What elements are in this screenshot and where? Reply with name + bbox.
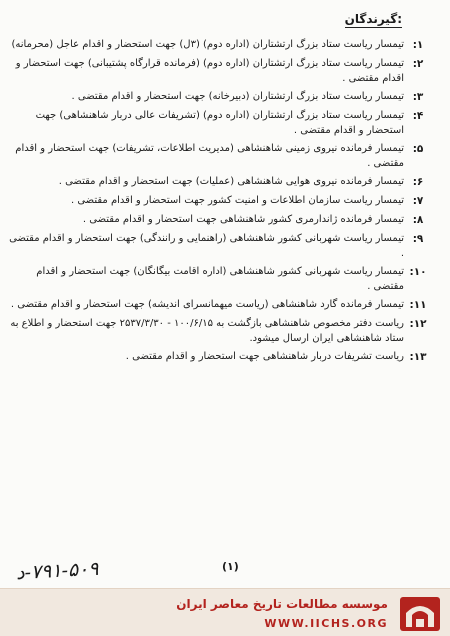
item-number: ۹:: [412, 233, 424, 245]
recipients-list: [6, 38, 432, 369]
item-number: ۱۱:: [409, 299, 427, 311]
list-item: [6, 317, 432, 346]
item-text: تیمسار ریاست ستاد بزرگ ارتشتاران (اداره دوم) (۳ل) جهت استحضار و اقدام عاجل (محرمانه): [11, 39, 404, 50]
item-number: ۶:: [412, 176, 424, 188]
item-text: تیمسار ریاست سازمان اطلاعات و امنیت کشور جهت استحضار و اقدام مقتضی .: [70, 195, 404, 206]
list-item: [6, 265, 432, 294]
list-item: [6, 213, 432, 228]
item-number: ۴:: [412, 110, 424, 122]
list-item: [6, 298, 432, 313]
item-text: تیمسار ریاست شهربانی کشور شاهنشاهی (راهنمایی و رانندگی) جهت استحضار و اقدام مقتضی .: [9, 233, 404, 259]
list-item: [6, 57, 432, 86]
list-item: [6, 194, 432, 209]
list-item: [6, 142, 432, 171]
item-text: تیمسار فرمانده نیروی هوایی شاهنشاهی (عملیات) جهت استحضار و اقدام مقتضی .: [58, 176, 404, 187]
item-text: ریاست دفتر مخصوص شاهنشاهی بازگشت به ۱۰۰/۶/۱۵ - ۲۵۳۷/۳/۳۰ جهت استحضار و اطلاع به ستاد شاهنشاهی ایران ارسال میشود.: [10, 318, 404, 344]
page-number: (۱): [222, 560, 239, 573]
institute-name: موسسه مطالعات تاریخ معاصر ایران: [176, 597, 388, 611]
item-text: ریاست تشریفات دربار شاهنشاهی جهت استحضار و اقدام مقتضی .: [125, 351, 404, 362]
item-number: ۳:: [412, 91, 424, 103]
item-number: ۱۲:: [409, 318, 427, 330]
footer-banner: [0, 588, 450, 636]
list-item: [6, 109, 432, 138]
list-item: [6, 175, 432, 190]
item-text: تیمسار فرمانده گارد شاهنشاهی (ریاست میهمانسرای اندیشه) جهت استحضار و اقدام مقتضی .: [10, 299, 404, 310]
list-item: [6, 232, 432, 261]
list-item: [6, 90, 432, 105]
item-text: تیمسار ریاست ستاد بزرگ ارتشتاران (اداره دوم) (فرمانده قرارگاه پشتیبانی) جهت استحضار و اقدام مقتضی .: [15, 58, 404, 84]
item-number: ۱۳:: [409, 351, 427, 363]
item-number: ۷:: [412, 195, 424, 207]
item-number: ۲:: [412, 58, 424, 70]
list-item: [6, 350, 432, 365]
item-text: تیمسار ریاست شهربانی کشور شاهنشاهی (اداره اقامت بیگانگان) جهت استحضار و اقدام مقتضی .: [36, 266, 404, 292]
item-number: ۱۰:: [409, 266, 427, 278]
archive-code: ۷۹۱-۵۰۹-د: [15, 557, 100, 585]
item-text: تیمسار فرمانده ژاندارمری کشور شاهنشاهی جهت استحضار و اقدام مقتضی .: [82, 214, 404, 225]
item-text: تیمسار ریاست ستاد بزرگ ارتشتاران (دبیرخانه) جهت استحضار و اقدام مقتضی .: [71, 91, 404, 102]
recipients-heading: گیرندگان:: [344, 12, 402, 26]
list-item: [6, 38, 432, 53]
item-number: ۱:: [412, 39, 424, 51]
institute-emblem-icon: [398, 593, 442, 633]
item-text: تیمسار ریاست ستاد بزرگ ارتشتاران (اداره دوم) (تشریفات عالی دربار شاهنشاهی) جهت استحضار و اقدام مقتضی .: [35, 110, 404, 136]
website-url[interactable]: WWW.IICHS.ORG: [264, 617, 388, 630]
item-number: ۵:: [412, 143, 424, 155]
item-number: ۸:: [412, 214, 424, 226]
item-text: تیمسار فرمانده نیروی زمینی شاهنشاهی (مدیریت اطلاعات، تشریفات) جهت استحضار و اقدام مقتضی .: [15, 143, 404, 169]
